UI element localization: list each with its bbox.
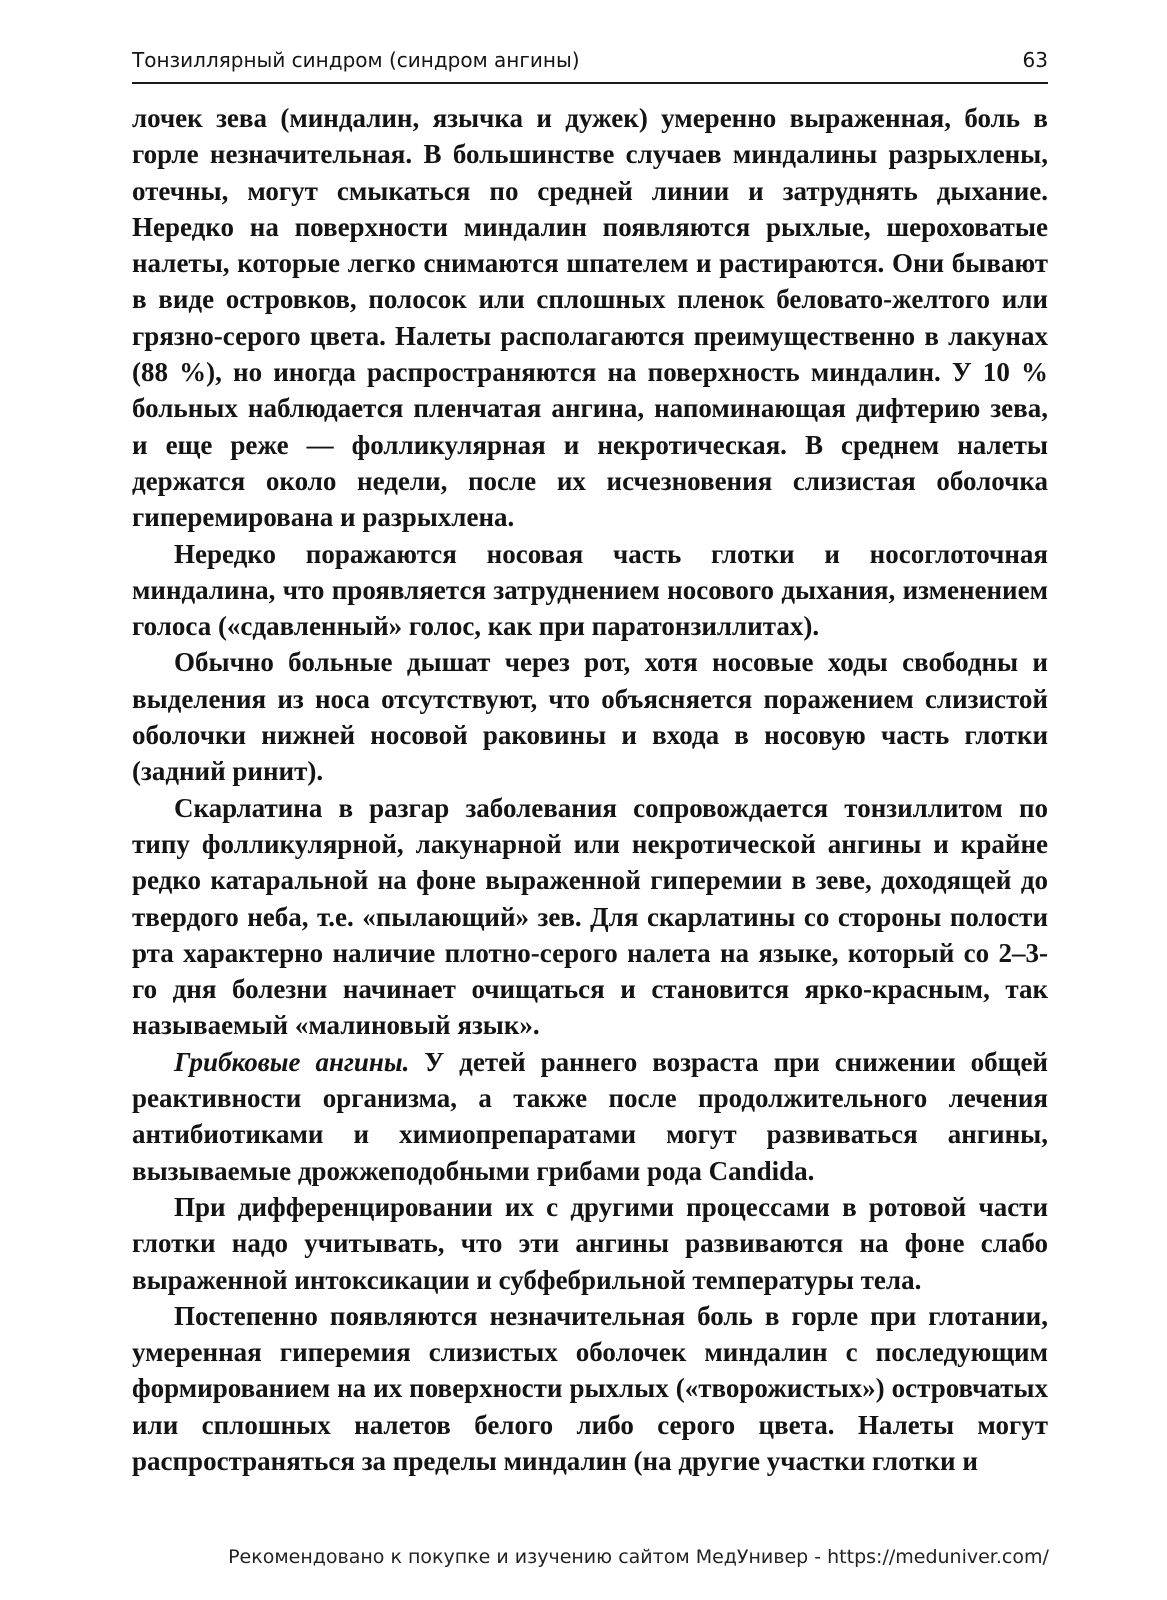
paragraph-text: Обычно больные дышат через рот, хотя носовые ходы свободны и выделения из носа отсутствуют, что объясняется поражением слизистой оболочки нижней носовой раковины и входа в носовую часть глотки (задний ринит). <box>132 647 1048 787</box>
paragraph-text: Нередко поражаются носовая часть глотки и носоглоточная миндалина, что проявляется затруднением носового дыхания, изменением голоса («сдавленный» голос, как при паратонзиллитах). <box>132 538 1048 642</box>
paragraph <box>132 1044 1048 1189</box>
paragraph <box>132 1298 1048 1479</box>
paragraph-text: Скарлатина в разгар заболевания сопровождается тонзиллитом по типу фолликулярной, лакунарной или некротической ангины и крайне редко катаральной на фоне выраженной гиперемии в зеве, доходящей до твердого неба, т.е. «пылающий» зев. Для скарлатины со стороны полости рта характерно наличие плотно-серого налета на языке, который со 2–3-го дня болезни начинает очищаться и становится ярко-красным, так называемый «малиновый язык». <box>132 792 1048 1041</box>
paragraph <box>132 790 1048 1044</box>
page-number: 63 <box>1022 48 1048 72</box>
footer-note <box>0 1546 1167 1568</box>
paragraph-text: У детей раннего возраста при снижении общей реактивности организма, а также после продолжительного лечения антибиотиками и химиопрепаратами могут развиваться ангины, вызываемые дрожжеподобными грибами рода Candida. <box>132 1046 1048 1186</box>
paragraph <box>132 1189 1048 1298</box>
paragraph-continued <box>132 100 1048 536</box>
paragraph <box>132 644 1048 789</box>
running-title: Тонзиллярный синдром (синдром ангины) <box>132 48 580 72</box>
paragraph-text: При дифференцировании их с другими процессами в ротовой части глотки надо учитывать, что эти ангины развиваются на фоне слабо выраженной интоксикации и субфебрильной температуры тела. <box>132 1191 1048 1295</box>
paragraph-text: Постепенно появляются незначительная боль в горле при глотании, умеренная гиперемия слизистых оболочек миндалин с последующим формированием на их поверхности рыхлых («творожистых») островчатых или сплошных налетов белого либо серого цвета. Налеты могут распространяться за пределы миндалин (на другие участки глотки и <box>132 1300 1048 1476</box>
paragraph-text: лочек зева (миндалин, язычка и дужек) умеренно выраженная, боль в горле незначительная. В большинстве случаев миндалины разрыхлены, отечны, могут смыкаться по средней линии и затруднять дыхание. Нередко на поверхности миндалин появляются рыхлые, шероховатые налеты, которые легко снимаются шпателем и растираются. Они бывают в виде островков, полосок или сплошных пленок беловато-желтого или грязно-серого цвета. Налеты располагаются преимущественно в лакунах (88 %), но иногда распространяются на поверхность миндалин. У 10 % больных наблюдается пленчатая ангина, напоминающая дифтерию зева, и еще реже — фолликулярная и некротическая. В среднем налеты держатся около недели, после их исчезновения слизистая оболочка гиперемирована и разрыхлена. <box>132 103 1048 533</box>
page-header <box>132 42 1048 84</box>
run-in-heading: Грибковые ангины. <box>174 1046 410 1077</box>
footer-note-text: Рекомендовано к покупке и изучению сайтом МедУнивер - https://meduniver.com/ <box>228 1546 1049 1568</box>
paragraph <box>132 536 1048 645</box>
page-body <box>132 100 1048 1479</box>
